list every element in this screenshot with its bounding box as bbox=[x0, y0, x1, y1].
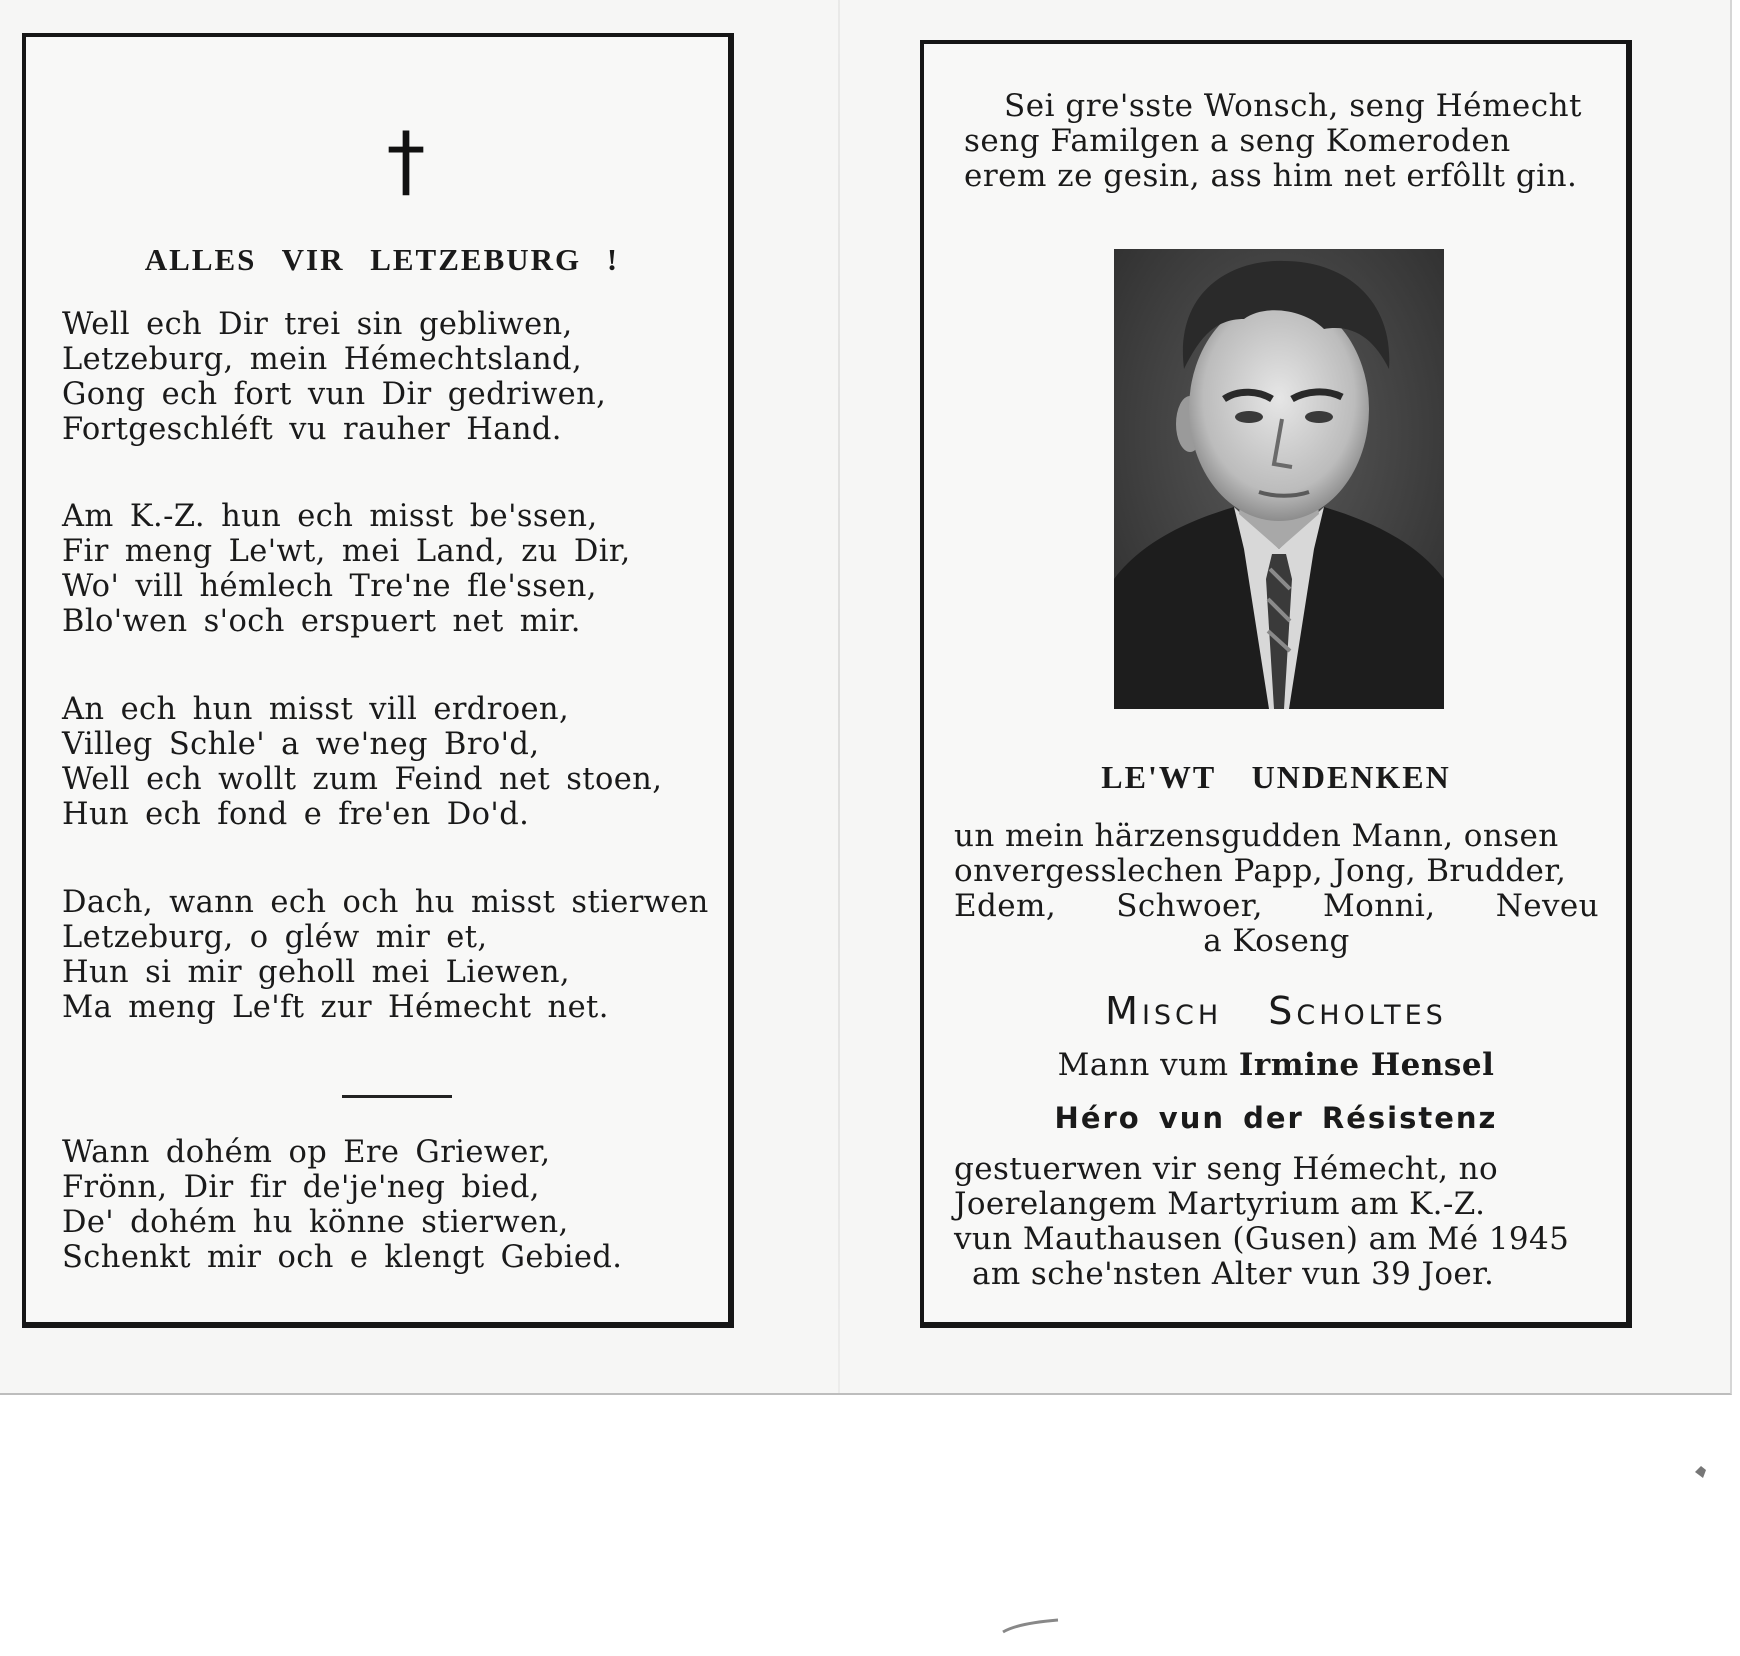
wish-line: erem ze gesin, ass him net erfôllt gin. bbox=[964, 158, 1578, 194]
relation-word: Schwoer, bbox=[1116, 888, 1263, 924]
relation-word: Monni, bbox=[1323, 888, 1436, 924]
verse-line: Fir meng Le'wt, mei Land, zu Dir, bbox=[62, 534, 631, 569]
verse-line: Well ech Dir trei sin gebliwen, bbox=[62, 307, 573, 342]
verse-line: Schenkt mir och e klengt Gebied. bbox=[62, 1240, 623, 1275]
dedication-line-2: onvergesslechen Papp, Jong, Brudder, bbox=[954, 853, 1567, 889]
wish-line: Sei gre'sste Wonsch, seng Hémecht bbox=[1004, 88, 1583, 124]
dedication-line-1: un mein härzensgudden Mann, onsen bbox=[954, 818, 1559, 854]
verse-line: Hun si mir geholl mei Liewen, bbox=[62, 955, 570, 990]
relation-word: Neveu bbox=[1495, 888, 1599, 924]
verse-line: Well ech wollt zum Feind net stoen, bbox=[62, 762, 663, 797]
verse-line: Am K.-Z. hun ech misst be'ssen, bbox=[62, 499, 598, 534]
spouse-name: Irmine Hensel bbox=[1238, 1047, 1495, 1083]
verse-line: Villeg Schle' a we'neg Bro'd, bbox=[62, 727, 540, 762]
death-line: am sche'nsten Alter vun 39 Joer. bbox=[972, 1256, 1495, 1292]
memorial-heading: LE'WT UNDENKEN bbox=[1101, 759, 1451, 795]
deceased-name: Misch Scholtes bbox=[1105, 989, 1447, 1033]
verse-line: Letzeburg, mein Hémechtsland, bbox=[62, 342, 583, 377]
verse-line: Letzeburg, o gléw mir et, bbox=[62, 920, 488, 955]
poem-title: ALLES VIR LETZEBURG ! bbox=[144, 242, 620, 277]
death-line: Joerelangem Martyrium am K.-Z. bbox=[954, 1186, 1486, 1222]
verse-line: Ma meng Le'ft zur Hémecht net. bbox=[62, 990, 609, 1025]
verse-line: An ech hun misst vill erdroen, bbox=[62, 692, 570, 727]
verse-line: Gong ech fort vun Dir gedriwen, bbox=[62, 377, 607, 412]
verse-line: Frönn, Dir fir de'je'neg bied, bbox=[62, 1170, 540, 1205]
verse-line: Wann dohém op Ere Griewer, bbox=[62, 1135, 551, 1170]
verse-line: Blo'wen s'och erspuert net mir. bbox=[62, 604, 581, 639]
cross-icon: † bbox=[386, 117, 426, 207]
relation-word: Edem, bbox=[954, 888, 1057, 924]
death-line: gestuerwen vir seng Hémecht, no bbox=[954, 1151, 1499, 1187]
verse-line: Dach, wann ech och hu misst stierwen bbox=[62, 885, 709, 920]
verse-line: De' dohém hu könne stierwen, bbox=[62, 1205, 569, 1240]
verse-line: Fortgeschléft vu rauher Hand. bbox=[62, 412, 562, 447]
verse-line: Hun ech fond e fre'en Do'd. bbox=[62, 797, 530, 832]
verse-line: Wo' vill hémlech Tre'ne fle'ssen, bbox=[62, 569, 597, 604]
death-line: vun Mauthausen (Gusen) am Mé 1945 bbox=[954, 1221, 1570, 1257]
hero-title: Héro vun der Résistenz bbox=[1054, 1101, 1498, 1135]
spouse-prefix: Mann vum bbox=[1057, 1047, 1229, 1083]
wish-line: seng Familgen a seng Komeroden bbox=[964, 123, 1511, 159]
dedication-line-4: a Koseng bbox=[1203, 923, 1350, 959]
